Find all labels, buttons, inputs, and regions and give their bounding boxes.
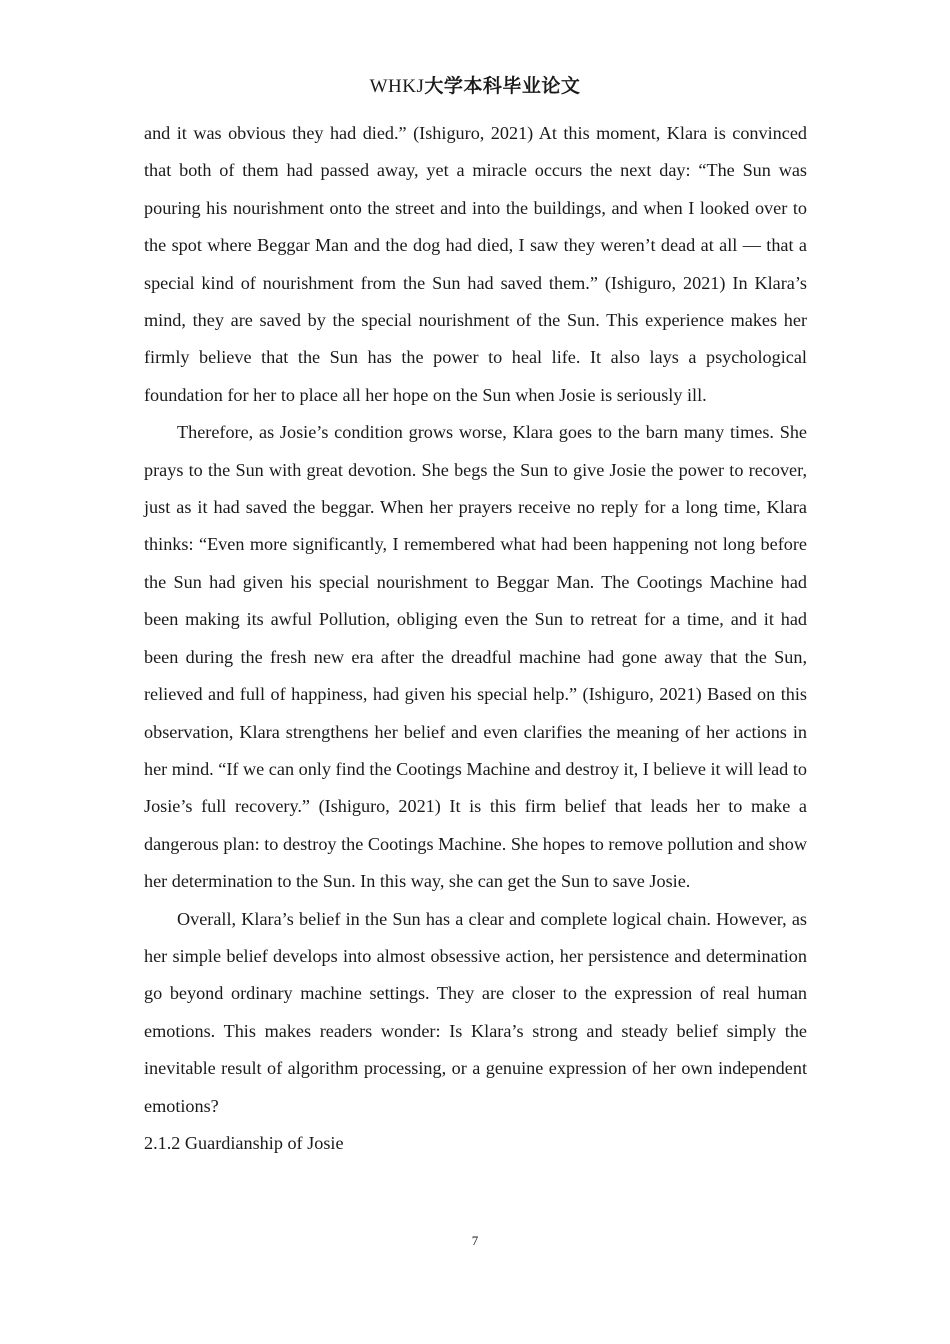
header-cjk: 大学本科毕业论文 [424,75,581,97]
section-heading: 2.1.2 Guardianship of Josie [144,1132,344,1153]
paragraph: Overall, Klara’s belief in the Sun has a clear and complete logical chain. However, as her simple belief develops into almost obsessive action, her persistence and determination go beyond ordinary machine settings. They are closer to the expression of real human emotions. This makes readers wonder: Is Klara’s strong and steady belief simply the inevitable result of algorithm processing, or a genuine expression of her own independent emotions? [144,908,807,1116]
page-number: 7 [471,1233,479,1248]
paragraph: Therefore, as Josie’s condition grows worse, Klara goes to the barn many times. She prays to the Sun with great devotion. She begs the Sun to give Josie the power to recover, just as it had saved the beggar. When her prayers receive no reply for a long time, Klara thinks: “Even more significantly, I remembered what had been happening not long before the Sun had given his special nourishment to Beggar Man. The Cootings Machine had been making its awful Pollution, obliging even the Sun to retreat for a time, and it had been during the fresh new era after the dreadful machine had gone away that the Sun, relieved and full of happiness, had given his special help.” (Ishiguro, 2021) Based on this observation, Klara strengthens her belief and even clarifies the meaning of her actions in her mind. “If we can only find the Cootings Machine and destroy it, I believe it will lead to Josie’s full recovery.” (Ishiguro, 2021) It is this firm belief that leads her to make a dangerous plan: to destroy the Cootings Machine. She hopes to remove pollution and show her determination to the Sun. In this way, she can get the Sun to save Josie. [144,422,807,892]
header-latin: WHKJ [369,76,425,97]
running-header [0,74,950,99]
paragraph-continued: and it was obvious they had died.” (Ishiguro, 2021) At this moment, Klara is convinced that both of them had passed away, yet a miracle occurs the next day: “The Sun was pouring his nourishment onto the street and into the buildings, and when I looked over to the spot where Beggar Man and the dog had died, I saw they weren’t dead at all — that a special kind of nourishment from the Sun had saved them.” (Ishiguro, 2021) In Klara’s mind, they are saved by the special nourishment of the Sun. This experience makes her firmly believe that the Sun has the power to heal life. It also lays a psychological foundation for her to place all her hope on the Sun when Josie is seriously ill. [144,123,807,405]
body-text [144,115,807,1162]
